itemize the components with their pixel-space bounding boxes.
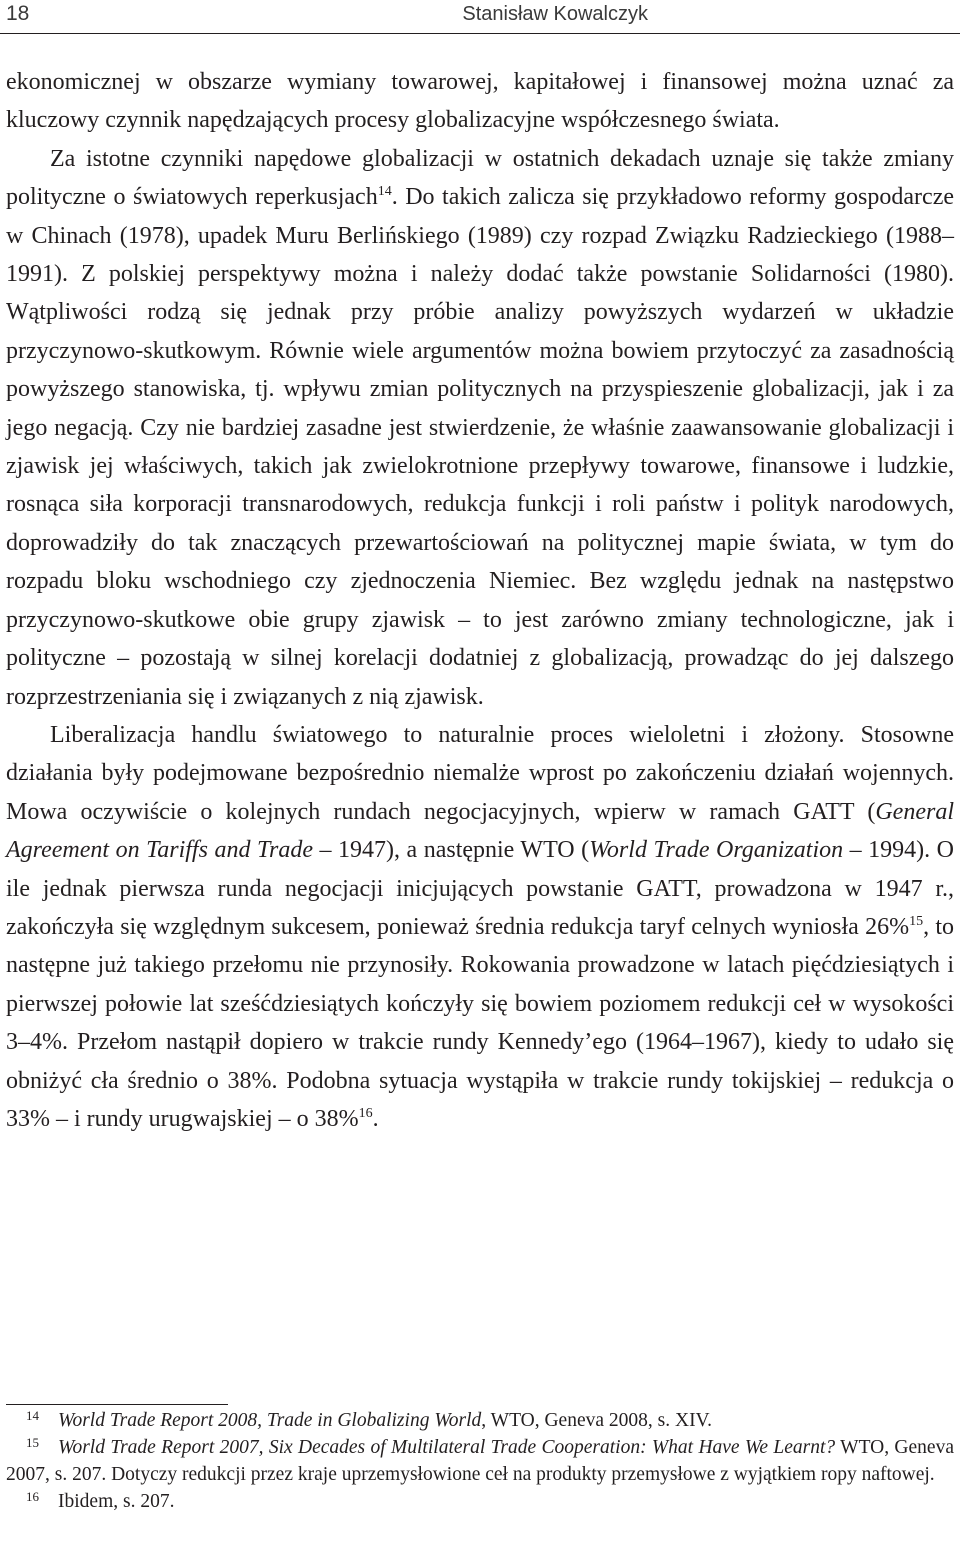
footnote: 16 Ibidem, s. 207. (26, 1489, 175, 1512)
text-span: ekonomicznej w obszarze wymiany towarowej, kapitałowej i finansowej można uznać za kluczowy czynnik napędzających procesy globalizacyjne współczesnego świata. (6, 69, 954, 134)
text-span: . Do takich zalicza się przykładowo reformy gospodarcze w Chinach (1978), upadek Muru Berlińskiego (1989) czy rozpad Związku Radzieckiego (1988–1991). Z polskiej perspektywy można i należy dodać także powstanie Solidarności (1980). Wątpliwości rodzą się jednak przy próbie analizy powyższych wydarzeń w układzie przyczynowo-skutkowym. Równie wiele argumentów można bowiem przytoczyć za zasadnością powyższego stanowiska, tj. wpływu zmian politycznych na przyspieszenie globalizacji, jak i za jego negacją. Czy nie bardziej zasadne jest stwierdzenie, że właśnie zaawansowanie globalizacji i zjawisk jej właściwych, takich jak zwielokrotnione przepływy towarowe, finansowe i ludzkie, rosnąca siła korporacji transnarodowych, redukcja funkcji i roli państw i polityk narodowych, doprowadziły do tak znaczących przewartościowań na politycznej mapie świata, w tym do rozpadu bloku wschodniego czy zjednoczenia Niemiec. Bez względu jednak na następstwo przyczynowo-skutkowe obie grupy zjawisk – to jest zarówno zmiany technologiczne, jak i polityczne – pozostają w silnej korelacji dodatniej z globalizacją, prowadząc do jej dalszego rozprzestrzeniania się i związanych z nią zjawisk. (6, 184, 954, 710)
footnotes (6, 1407, 954, 1515)
footnote-rule (6, 1404, 228, 1405)
footnote-ref[interactable]: 15 (909, 913, 924, 929)
footnote-title: World Trade Report 2007, Six Decades of Multilateral Trade Cooperation: What Have We Learnt? (58, 1437, 836, 1458)
footnote-text: WTO, Geneva 2007, s. 207. Dotyczy redukcji przez kraje uprzemysłowione ceł na produkty przemysłowe z wyjątkiem ropy naftowej. (6, 1437, 954, 1485)
italic-title: General Agreement on Tariffs and Trade (6, 798, 954, 864)
footnote-text: , WTO, Geneva 2008, s. XIV. (481, 1410, 713, 1431)
page-number: 18 (6, 2, 30, 25)
running-head-author: Stanisław Kowalczyk (462, 3, 648, 25)
paragraph (6, 140, 954, 716)
footnote-text: Ibidem, s. 207. (58, 1491, 175, 1512)
footnote-ref[interactable]: 16 (358, 1105, 373, 1121)
text-span: , to następne już takiego przełomu nie przynosiły. Rokowania prowadzone w latach pięćdziesiątych i pierwszej połowie lat sześćdziesiątych kończyły się bowiem poziomem redukcji ceł w wysokości 3–4%. Przełom nastąpił dopiero w trakcie rundy Kennedy’ego (1964–1967), kiedy to udało się obniżyć cła średnio o 38%. Podobna sytuacja wystąpiła w trakcie rundy tokijskiej – redukcja o 33% – i rundy urugwajskiej – o 38% (6, 913, 955, 1132)
running-header (0, 0, 960, 34)
body-text (6, 63, 954, 1138)
header-rule (0, 33, 960, 34)
text-span: Liberalizacja handlu światowego to naturalnie proces wieloletni i złożony. Stosowne działania były podejmowane bezpośrednio niemalże wprost po zakończeniu działań wojennych. Mowa oczywiście o kolejnych rundach negocjacyjnych, wpierw w ramach GATT ( (6, 721, 954, 825)
paragraph (6, 716, 954, 1138)
paragraph-continued (6, 63, 954, 140)
text-span: – 1994). O ile jednak pierwsza runda negocjacji inicjujących powstanie GATT, prowadzona w 1947 r., zakończyła się względnym sukcesem, ponieważ średnia redukcja taryf celnych wyniosła 26% (6, 837, 955, 940)
footnote-title: World Trade Report 2008, Trade in Globalizing World (58, 1410, 482, 1431)
footnote: 15 World Trade Report 2007, Six Decades of Multilateral Trade Cooperation: What Have We Learnt? WTO, Geneva 2007, s. 207. Dotyczy redukcji przez kraje uprzemysłowione ceł na produkty przemysłowe z wyjątkiem ropy naftowej. (6, 1435, 954, 1485)
text-span: . (372, 1105, 379, 1132)
footnote-ref[interactable]: 14 (377, 184, 392, 200)
text-span: – 1947), a następnie WTO ( (312, 837, 590, 864)
italic-title: World Trade Organization (589, 837, 844, 864)
text-span: Za istotne czynniki napędowe globalizacji w ostatnich dekadach uznaje się także zmiany polityczne o światowych reperkusjach (6, 145, 954, 211)
footnote: 14 World Trade Report 2008, Trade in Globalizing World, WTO, Geneva 2008, s. XIV. (26, 1408, 713, 1431)
